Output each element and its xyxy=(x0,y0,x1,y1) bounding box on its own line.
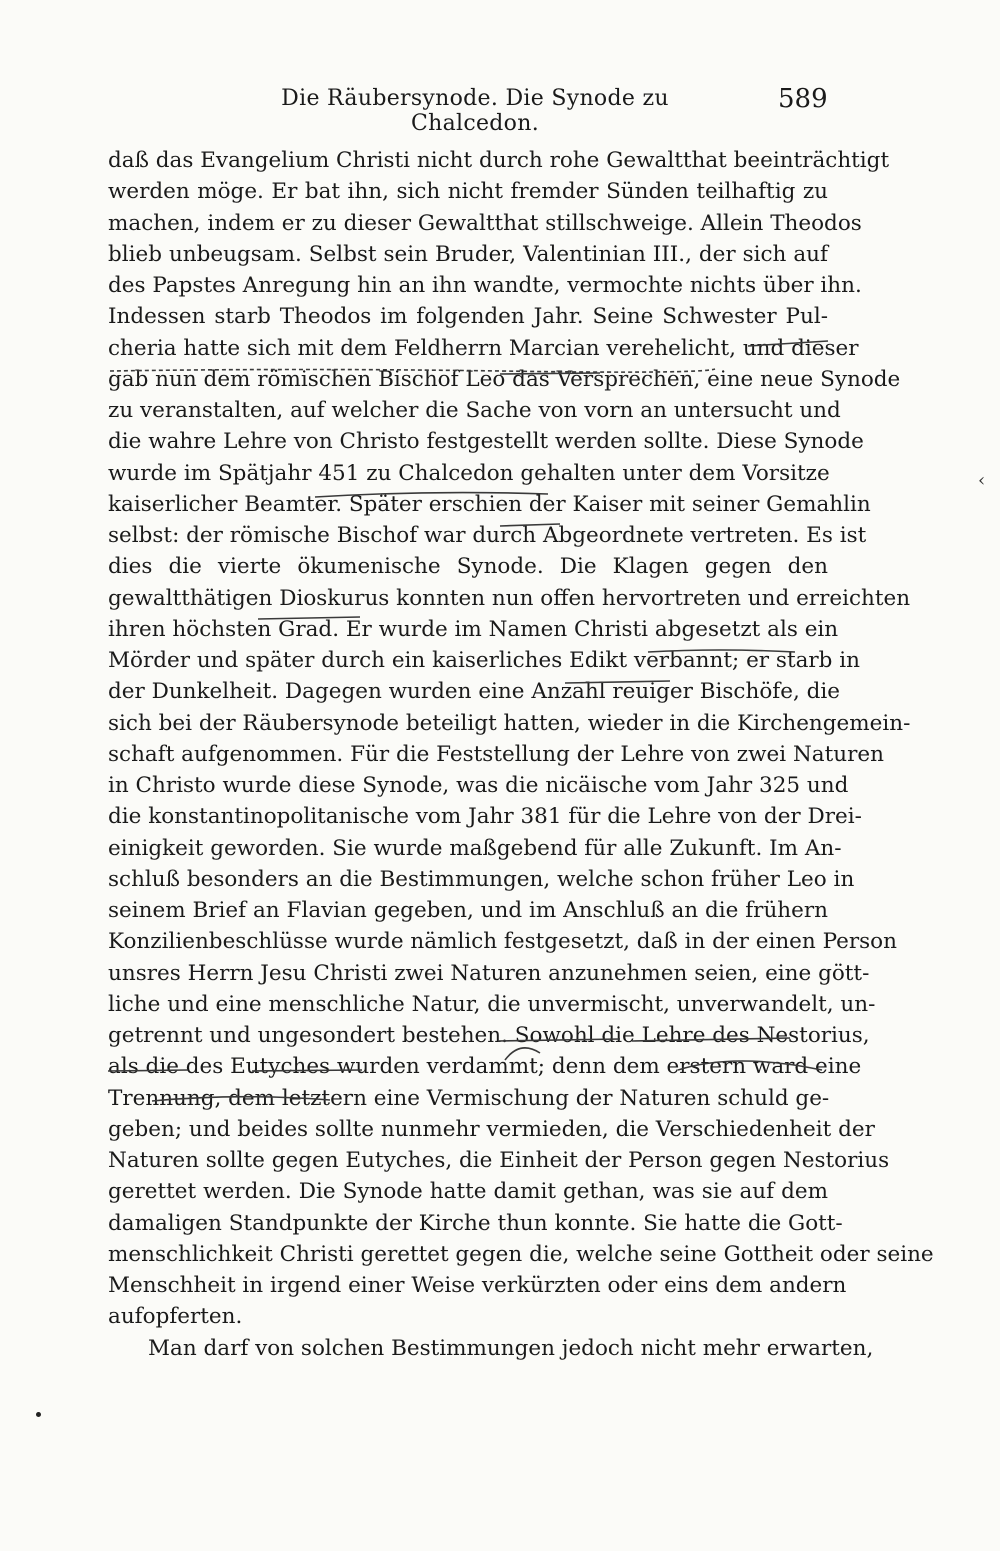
text-line: Naturen sollte gegen Eutyches, die Einheit der Person gegen Nestorius xyxy=(108,1148,890,1173)
text-line: gerettet werden. Die Synode hatte damit gethan, was sie auf dem xyxy=(108,1179,828,1205)
running-header: Die Räubersynode. Die Synode zu Chalcedon. xyxy=(281,86,669,136)
text-line: einigkeit geworden. Sie wurde maßgebend für alle Zukunft. Im An- xyxy=(108,835,842,861)
text-line: machen, indem er zu dieser Gewaltthat stillschweige. Allein Theodos xyxy=(108,210,862,236)
margin-mark: ‹ xyxy=(978,470,986,491)
text-line: schluß besonders an die Bestimmungen, welche schon früher Leo in xyxy=(108,866,855,892)
body-text xyxy=(108,145,934,1364)
text-line: des Papstes Anregung hin an ihn wandte, vermochte nichts über ihn. xyxy=(108,273,862,298)
text-line: gewaltthätigen Dioskurus konnten nun offen hervortreten und erreichten xyxy=(108,585,911,611)
text-line: damaligen Standpunkte der Kirche thun konnte. Sie hatte die Gott- xyxy=(108,1210,843,1236)
text-line: die wahre Lehre von Christo festgestellt werden sollte. Diese Synode xyxy=(108,429,864,455)
text-line: werden möge. Er bat ihn, sich nicht fremder Sünden teilhaftig zu xyxy=(108,179,828,205)
text-line: selbst: der römische Bischof war durch Abgeordnete vertreten. Es ist xyxy=(108,523,867,548)
text-line: seinem Brief an Flavian gegeben, und im Anschluß an die frühern xyxy=(108,898,828,923)
text-line: cheria hatte sich mit dem Feldherrn Marcian verehelicht, und dieser xyxy=(108,335,859,361)
text-line: Menschheit in irgend einer Weise verkürzten oder eins dem andern xyxy=(108,1273,847,1298)
text-line: Man darf von solchen Bestimmungen jedoch nicht mehr erwarten, xyxy=(148,1335,874,1361)
text-line: Indessen starb Theodos im folgenden Jahr. Seine Schwester Pul- xyxy=(108,304,828,330)
text-line: getrennt und ungesondert bestehen. Sowohl die Lehre des Nestorius, xyxy=(108,1023,870,1048)
text-line: in Christo wurde diese Synode, was die nicäische vom Jahr 325 und xyxy=(108,773,849,798)
text-line: als die des Eutyches wurden verdammt; denn dem erstern ward eine xyxy=(108,1054,862,1080)
text-line: liche und eine menschliche Natur, die unvermischt, unverwandelt, un- xyxy=(108,991,876,1017)
text-line: gab nun dem römischen Bischof Leo das Versprechen, eine neue Synode xyxy=(108,366,901,392)
text-line: zu veranstalten, auf welcher die Sache von vorn an untersucht und xyxy=(108,398,841,423)
text-line: die konstantinopolitanische vom Jahr 381 für die Lehre von der Drei- xyxy=(108,804,862,830)
text-line: dies die vierte ökumenische Synode. Die Klagen gegen den xyxy=(108,554,828,580)
text-line: ihren höchsten Grad. Er wurde im Namen Christi abgesetzt als ein xyxy=(108,616,839,642)
text-line: der Dunkelheit. Dagegen wurden eine Anzahl reuiger Bischöfe, die xyxy=(108,679,840,705)
text-line: Trennung, dem letztern eine Vermischung der Naturen schuld ge- xyxy=(108,1085,830,1111)
text-line: Mörder und später durch ein kaiserliches Edikt verbannt; er starb in xyxy=(108,648,860,673)
text-line: wurde im Spätjahr 451 zu Chalcedon gehalten unter dem Vorsitze xyxy=(108,460,830,486)
text-line: unsres Herrn Jesu Christi zwei Naturen anzunehmen seien, eine gött- xyxy=(108,960,870,986)
text-line: blieb unbeugsam. Selbst sein Bruder, Valentinian III., der sich auf xyxy=(108,241,828,267)
text-line: aufopferten. xyxy=(108,1304,243,1330)
text-line: Konzilienbeschlüsse wurde nämlich festgesetzt, daß in der einen Person xyxy=(108,929,897,955)
text-line: sich bei der Räubersynode beteiligt hatten, wieder in die Kirchengemein- xyxy=(108,710,911,736)
text-line: kaiserlicher Beamter. Später erschien der Kaiser mit seiner Gemahlin xyxy=(108,491,871,517)
text-line: geben; und beides sollte nunmehr vermieden, die Verschiedenheit der xyxy=(108,1116,875,1142)
text-line: menschlichkeit Christi gerettet gegen die, welche seine Gottheit oder seine xyxy=(108,1241,934,1267)
page-number: 589 xyxy=(778,84,828,114)
pencil-dot xyxy=(36,1412,41,1417)
text-line: daß das Evangelium Christi nicht durch rohe Gewaltthat beeinträchtigt xyxy=(108,148,890,173)
text-line: schaft aufgenommen. Für die Feststellung der Lehre von zwei Naturen xyxy=(108,741,884,767)
